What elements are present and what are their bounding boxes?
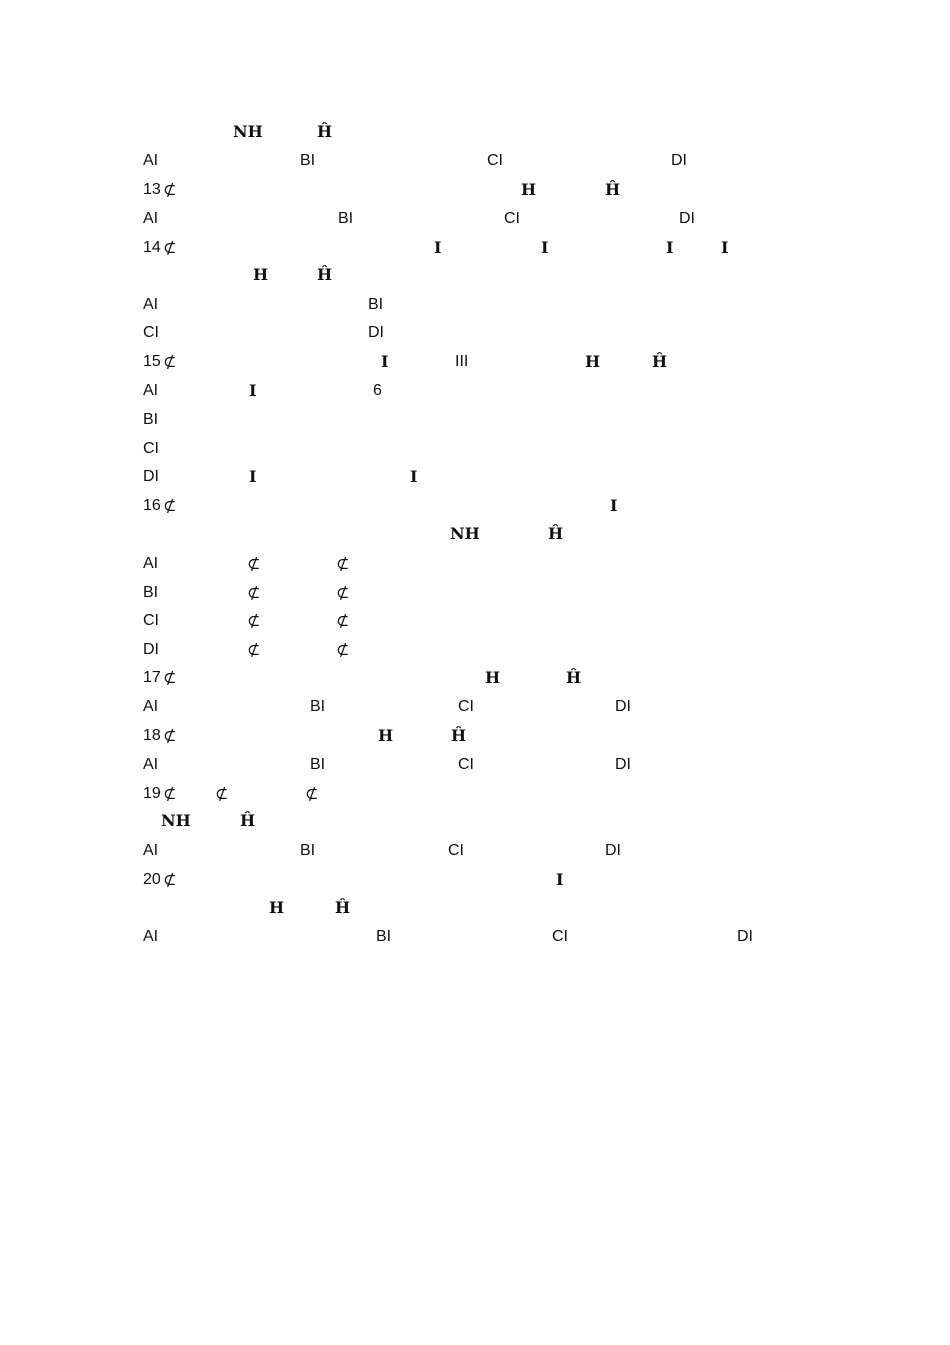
option-c: CI bbox=[143, 612, 159, 629]
option-c: CI bbox=[504, 210, 520, 227]
glyph-text: I bbox=[410, 467, 418, 486]
glyph-text: H bbox=[269, 898, 285, 917]
question-number: 20 bbox=[143, 871, 161, 888]
option-a: AI bbox=[143, 756, 159, 773]
glyph-text: I bbox=[721, 238, 729, 257]
option-c: CI bbox=[552, 928, 568, 945]
question-number: 17 bbox=[143, 669, 161, 686]
glyph-text: I bbox=[249, 467, 257, 486]
separator-glyph: ⊄ bbox=[336, 640, 350, 659]
glyph-text: I bbox=[381, 352, 389, 371]
separator-glyph: ⊄ bbox=[163, 870, 177, 889]
option-d: DI bbox=[615, 756, 631, 773]
separator-glyph: ⊄ bbox=[305, 784, 319, 803]
glyph-text: I bbox=[541, 238, 549, 257]
option-d: DI bbox=[737, 928, 753, 945]
separator-glyph: ⊄ bbox=[215, 784, 229, 803]
glyph-text: H bbox=[485, 668, 501, 687]
glyph-text: NH bbox=[450, 524, 480, 543]
option-d: DI bbox=[615, 698, 631, 715]
glyph-text: I bbox=[556, 870, 564, 889]
roman-numeral: III bbox=[455, 353, 469, 370]
question-number: 15 bbox=[143, 353, 161, 370]
separator-glyph: ⊄ bbox=[163, 668, 177, 687]
option-d: DI bbox=[679, 210, 695, 227]
separator-glyph: ⊄ bbox=[163, 352, 177, 371]
glyph-text: NH bbox=[233, 122, 263, 141]
option-b: BI bbox=[338, 210, 354, 227]
question-number: 16 bbox=[143, 497, 161, 514]
glyph-text: Ĥ bbox=[317, 122, 333, 141]
option-c: CI bbox=[458, 756, 474, 773]
glyph-text: Ĥ bbox=[566, 668, 582, 687]
separator-glyph: ⊄ bbox=[336, 583, 350, 602]
option-a: AI bbox=[143, 210, 159, 227]
separator-glyph: ⊄ bbox=[336, 554, 350, 573]
option-b: BI bbox=[310, 756, 326, 773]
option-c: CI bbox=[487, 152, 503, 169]
glyph-text: Ĥ bbox=[451, 726, 467, 745]
separator-glyph: ⊄ bbox=[163, 726, 177, 745]
option-b: BI bbox=[310, 698, 326, 715]
option-d: DI bbox=[143, 641, 159, 658]
option-a: AI bbox=[143, 382, 159, 399]
question-number: 19 bbox=[143, 785, 161, 802]
glyph-text: NH bbox=[161, 811, 191, 830]
option-b: BI bbox=[300, 152, 316, 169]
question-number: 18 bbox=[143, 727, 161, 744]
option-b: BI bbox=[376, 928, 392, 945]
glyph-text: H bbox=[521, 180, 537, 199]
option-a: AI bbox=[143, 152, 159, 169]
glyph-text: I bbox=[666, 238, 674, 257]
option-b: BI bbox=[143, 584, 159, 601]
separator-glyph: ⊄ bbox=[336, 611, 350, 630]
glyph-text: Ĥ bbox=[605, 180, 621, 199]
option-a: AI bbox=[143, 928, 159, 945]
option-c: CI bbox=[458, 698, 474, 715]
option-c: CI bbox=[143, 324, 159, 341]
separator-glyph: ⊄ bbox=[163, 180, 177, 199]
separator-glyph: ⊄ bbox=[163, 784, 177, 803]
separator-glyph: ⊄ bbox=[247, 554, 261, 573]
option-b: BI bbox=[368, 296, 384, 313]
glyph-text: H bbox=[253, 265, 269, 284]
option-d: DI bbox=[368, 324, 384, 341]
glyph-text: Ĥ bbox=[652, 352, 668, 371]
option-c: CI bbox=[448, 842, 464, 859]
separator-glyph: ⊄ bbox=[163, 238, 177, 257]
glyph-text: H bbox=[378, 726, 394, 745]
separator-glyph: ⊄ bbox=[247, 640, 261, 659]
glyph-text: I bbox=[249, 381, 257, 400]
option-a: AI bbox=[143, 842, 159, 859]
option-a: AI bbox=[143, 698, 159, 715]
option-b: BI bbox=[300, 842, 316, 859]
question-number: 14 bbox=[143, 239, 161, 256]
option-d: DI bbox=[605, 842, 621, 859]
separator-glyph: ⊄ bbox=[247, 611, 261, 630]
glyph-text: I bbox=[610, 496, 618, 515]
question-number: 13 bbox=[143, 181, 161, 198]
option-a: AI bbox=[143, 296, 159, 313]
glyph-text: I bbox=[434, 238, 442, 257]
number-text: 6 bbox=[373, 382, 382, 399]
glyph-text: Ĥ bbox=[548, 524, 564, 543]
option-d: DI bbox=[671, 152, 687, 169]
glyph-text: Ĥ bbox=[240, 811, 256, 830]
glyph-text: Ĥ bbox=[335, 898, 351, 917]
glyph-text: H bbox=[585, 352, 601, 371]
glyph-text: Ĥ bbox=[317, 265, 333, 284]
separator-glyph: ⊄ bbox=[247, 583, 261, 602]
option-b: BI bbox=[143, 411, 159, 428]
option-a: AI bbox=[143, 555, 159, 572]
option-c: CI bbox=[143, 440, 159, 457]
option-d: DI bbox=[143, 468, 159, 485]
separator-glyph: ⊄ bbox=[163, 496, 177, 515]
